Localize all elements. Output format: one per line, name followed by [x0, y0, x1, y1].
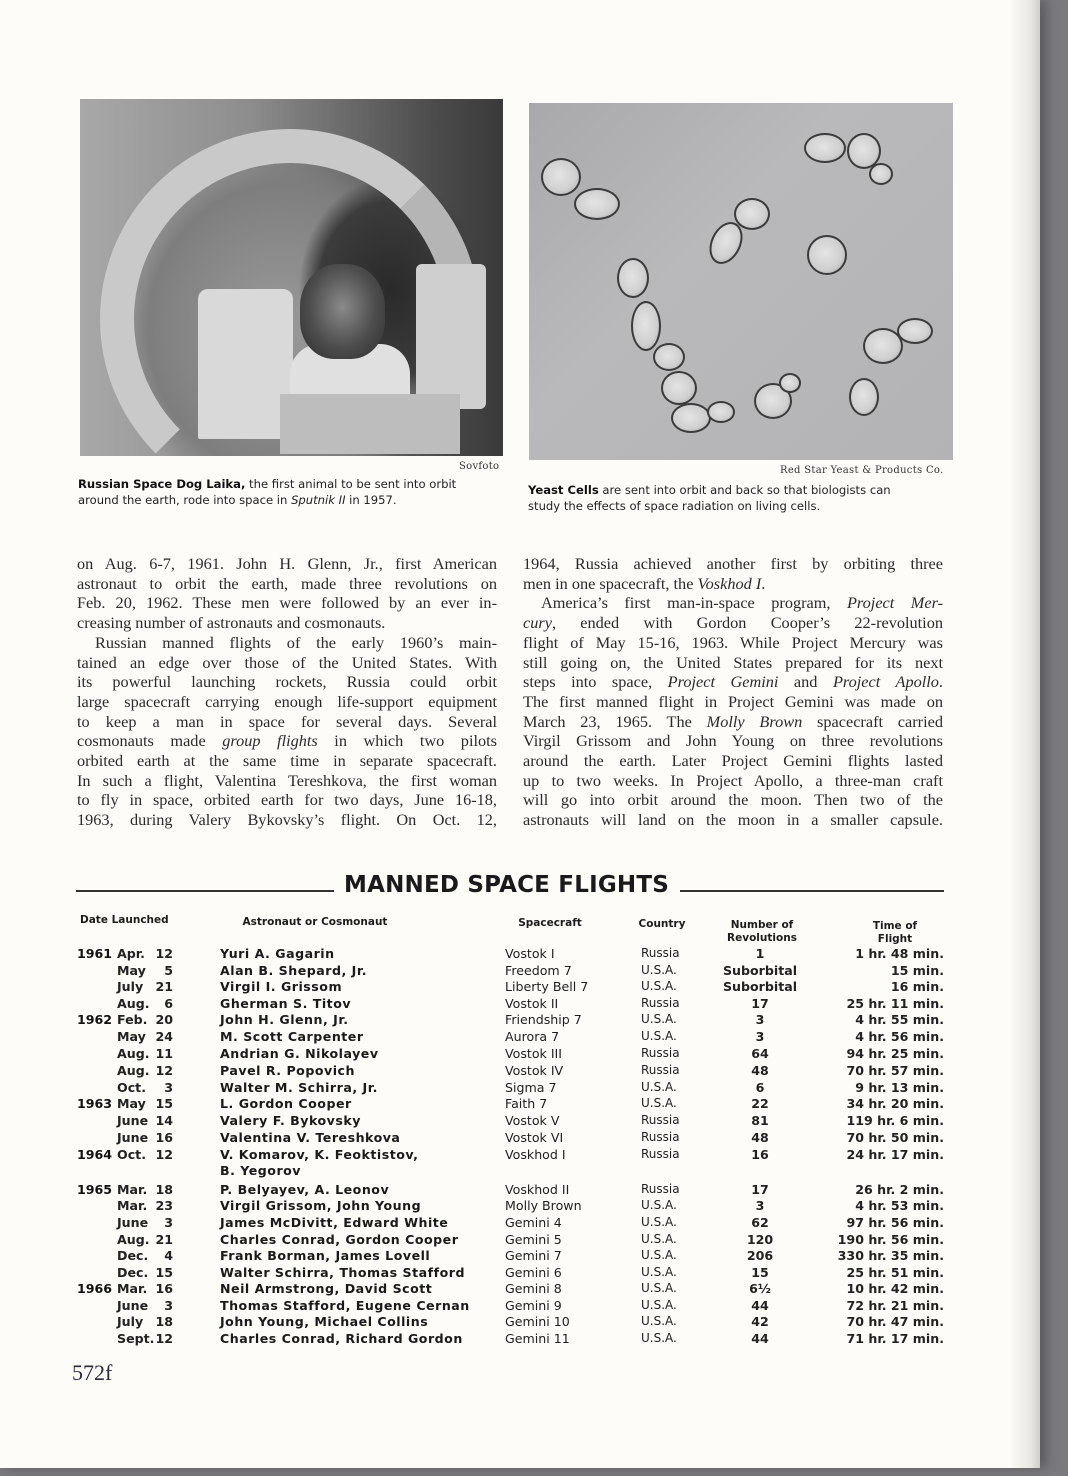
- cell-country: U.S.A.: [641, 1029, 677, 1043]
- table-row: [0, 1232, 1040, 1249]
- table-row: [0, 1046, 1040, 1063]
- cell-country: U.S.A.: [641, 1096, 677, 1110]
- cell-month: Apr.: [117, 946, 145, 961]
- cell-time-of-flight: 9 hr. 13 min.: [855, 1080, 944, 1095]
- cell-revolutions: 81: [751, 1113, 769, 1128]
- page-number: 572f: [72, 1360, 113, 1385]
- cell-astronaut: Valery F. Bykovsky: [220, 1113, 361, 1128]
- table-row: [0, 1130, 1040, 1147]
- cell-day: 24: [155, 1029, 173, 1044]
- cell-country: U.S.A.: [641, 1215, 677, 1229]
- header-country: Country: [638, 918, 686, 930]
- yeast-cell: [804, 133, 846, 163]
- cell-country: Russia: [641, 946, 680, 960]
- cell-country: Russia: [641, 996, 680, 1010]
- cell-astronaut: Frank Borman, James Lovell: [220, 1248, 431, 1263]
- cell-time-of-flight: 26 hr. 2 min.: [855, 1182, 944, 1197]
- yeast-cell: [661, 371, 697, 405]
- cell-day: 21: [155, 1232, 173, 1247]
- cell-revolutions: Suborbital: [722, 979, 798, 994]
- table-row: [0, 963, 1040, 980]
- cell-spacecraft: Vostok III: [505, 1046, 562, 1061]
- title-rule-left: [76, 890, 334, 892]
- cell-time-of-flight: 97 hr. 56 min.: [846, 1215, 944, 1230]
- cell-spacecraft: Faith 7: [505, 1096, 548, 1111]
- cell-astronaut: John Young, Michael Collins: [220, 1314, 429, 1329]
- cell-day: 15: [155, 1265, 173, 1280]
- cell-month: Oct.: [117, 1147, 146, 1162]
- cell-country: U.S.A.: [641, 979, 677, 993]
- laika-caption: Russian Space Dog Laika, the first animal to be sent into orbit around the earth, rode into space in Sputnik II in 1957.: [78, 477, 457, 507]
- table-row: [0, 1215, 1040, 1232]
- yeast-cell: [849, 378, 879, 416]
- cell-day: 12: [155, 1147, 173, 1162]
- cell-day: 16: [155, 1281, 173, 1296]
- table-row: [0, 1248, 1040, 1265]
- cell-astronaut: V. Komarov, K. Feoktistov,: [220, 1147, 419, 1162]
- cell-astronaut: Thomas Stafford, Eugene Cernan: [220, 1298, 470, 1313]
- header-date-launched: Date Launched: [80, 914, 169, 926]
- cell-time-of-flight: 16 min.: [890, 979, 944, 994]
- cell-revolutions: 15: [751, 1265, 769, 1280]
- table-row: [0, 1281, 1040, 1298]
- yeast-cell: [671, 403, 711, 433]
- cell-day: 3: [164, 1298, 173, 1313]
- cell-time-of-flight: 10 hr. 42 min.: [846, 1281, 944, 1296]
- cell-country: U.S.A.: [641, 1331, 677, 1345]
- cell-day: 16: [155, 1130, 173, 1145]
- cell-spacecraft: Gemini 4: [505, 1215, 562, 1230]
- cell-revolutions: 17: [751, 1182, 769, 1197]
- table-title: MANNED SPACE FLIGHTS: [344, 872, 670, 898]
- cell-revolutions: 16: [751, 1147, 769, 1162]
- cell-year: 1962: [77, 1012, 113, 1027]
- cell-astronaut: Andrian G. Nikolayev: [220, 1046, 379, 1061]
- table-row: [0, 1147, 1040, 1164]
- cell-revolutions: 3: [755, 1012, 765, 1027]
- cell-spacecraft: Aurora 7: [505, 1029, 560, 1044]
- cell-day: 5: [164, 963, 173, 978]
- cell-astronaut: Pavel R. Popovich: [220, 1063, 355, 1078]
- capsule-front: [280, 394, 460, 454]
- cell-astronaut: B. Yegorov: [220, 1163, 302, 1178]
- cell-time-of-flight: 94 hr. 25 min.: [846, 1046, 944, 1061]
- table-row: [0, 1113, 1040, 1130]
- cell-time-of-flight: 71 hr. 17 min.: [846, 1331, 944, 1346]
- table-row: [0, 1314, 1040, 1331]
- laika-caption-title: Russian Space Dog Laika,: [78, 477, 246, 491]
- table-row: [0, 946, 1040, 963]
- cell-spacecraft: Gemini 7: [505, 1248, 562, 1263]
- cell-revolutions: 62: [751, 1215, 769, 1230]
- cell-revolutions: 1: [755, 946, 765, 961]
- yeast-caption: Yeast Cells are sent into orbit and back so that biologists can study the effects of space radiation on living cells.: [528, 483, 891, 513]
- cell-spacecraft: Voskhod II: [505, 1182, 570, 1197]
- cell-spacecraft: Vostok I: [505, 946, 555, 961]
- cell-country: U.S.A.: [641, 1248, 677, 1262]
- cell-spacecraft: Gemini 6: [505, 1265, 562, 1280]
- cell-time-of-flight: 34 hr. 20 min.: [846, 1096, 944, 1111]
- table-row: [0, 1198, 1040, 1215]
- cell-time-of-flight: 15 min.: [890, 963, 944, 978]
- cell-day: 18: [155, 1314, 173, 1329]
- cell-astronaut: Yuri A. Gagarin: [220, 946, 335, 961]
- cell-time-of-flight: 119 hr. 6 min.: [846, 1113, 944, 1128]
- cell-month: Dec.: [117, 1248, 149, 1263]
- cell-revolutions: 206: [746, 1248, 774, 1263]
- cell-country: Russia: [641, 1113, 680, 1127]
- cell-astronaut: Virgil I. Grissom: [220, 979, 343, 994]
- cell-astronaut: James McDivitt, Edward White: [220, 1215, 449, 1230]
- cell-country: U.S.A.: [641, 1012, 677, 1026]
- cell-revolutions: 48: [751, 1063, 769, 1078]
- cell-revolutions: 6: [755, 1080, 765, 1095]
- cell-country: U.S.A.: [641, 963, 677, 977]
- cell-spacecraft: Gemini 10: [505, 1314, 570, 1329]
- cell-country: Russia: [641, 1046, 680, 1060]
- cell-month: Aug.: [117, 1063, 150, 1078]
- cell-month: June: [117, 1113, 149, 1128]
- cell-country: U.S.A.: [641, 1298, 677, 1312]
- cell-astronaut: P. Belyayev, A. Leonov: [220, 1182, 390, 1197]
- cell-country: U.S.A.: [641, 1265, 677, 1279]
- cell-astronaut: Neil Armstrong, David Scott: [220, 1281, 433, 1296]
- cell-country: Russia: [641, 1182, 680, 1196]
- cell-spacecraft: Gemini 11: [505, 1331, 570, 1346]
- table-row: [0, 996, 1040, 1013]
- capsule-panel-right: [416, 264, 486, 409]
- cell-month: June: [117, 1130, 149, 1145]
- cell-spacecraft: Gemini 8: [505, 1281, 562, 1296]
- yeast-cells-photo: [529, 103, 953, 460]
- cell-month: May: [117, 1096, 146, 1111]
- table-row: [0, 1029, 1040, 1046]
- cell-time-of-flight: 24 hr. 17 min.: [846, 1147, 944, 1162]
- cell-time-of-flight: 330 hr. 35 min.: [837, 1248, 944, 1263]
- cell-revolutions: 42: [751, 1314, 769, 1329]
- yeast-cell: [653, 343, 685, 371]
- cell-astronaut: Walter Schirra, Thomas Stafford: [220, 1265, 465, 1280]
- laika-photo: [80, 99, 503, 456]
- cell-month: Oct.: [117, 1080, 146, 1095]
- yeast-cell: [807, 235, 847, 275]
- paragraph: America’s first man-in-space program, Project Mer-: [541, 593, 944, 613]
- table-row: [0, 1331, 1040, 1348]
- cell-astronaut: M. Scott Carpenter: [220, 1029, 364, 1044]
- cell-astronaut: Virgil Grissom, John Young: [220, 1198, 422, 1213]
- cell-month: June: [117, 1215, 149, 1230]
- cell-revolutions: 22: [751, 1096, 769, 1111]
- table-row: [0, 1298, 1040, 1315]
- cell-month: Aug.: [117, 996, 150, 1011]
- cell-revolutions: 3: [755, 1029, 765, 1044]
- cell-time-of-flight: 1 hr. 48 min.: [855, 946, 944, 961]
- table-row: [0, 1163, 1040, 1180]
- cell-month: Feb.: [117, 1012, 148, 1027]
- cell-spacecraft: Vostok IV: [505, 1063, 564, 1078]
- yeast-cell: [869, 163, 893, 185]
- cell-month: Mar.: [117, 1198, 148, 1213]
- table-row: [0, 1182, 1040, 1199]
- yeast-cell: [541, 158, 581, 196]
- table-row: [0, 979, 1040, 996]
- cell-country: Russia: [641, 1147, 680, 1161]
- article-right-column: 1964, Russia achieved another first by orbiting three men in one spacecraft, the Voskhod I. America’s first man-in-space program, Project Mer- cury, ended with Gordon Cooper’s 22-revolution flight of May 15-16, 1963. While Project Mercury was still going on, the United States prepared for its next steps into space, Project Gemini and Project Apollo. The first manned flight in Project Gemini was made on March 23, 1965. The Molly Brown spacecraft carried Virgil Grissom and John Young on three revolutions around the earth. Later Project Gemini flights lasted up to two weeks. In Project Apollo, a three-man craft will go into orbit around the moon. Then two of the astronauts will land on the moon in a smaller capsule.: [523, 554, 944, 830]
- cell-revolutions: 6½: [749, 1281, 771, 1296]
- cell-revolutions: 44: [751, 1331, 769, 1346]
- cell-month: Dec.: [117, 1265, 149, 1280]
- cell-spacecraft: Vostok VI: [505, 1130, 564, 1145]
- cell-country: Russia: [641, 1063, 680, 1077]
- cell-day: 11: [155, 1046, 173, 1061]
- table-row: [0, 1080, 1040, 1097]
- cell-spacecraft: Voskhod I: [505, 1147, 566, 1162]
- cell-month: May: [117, 963, 146, 978]
- yeast-cell: [779, 373, 801, 393]
- cell-astronaut: Gherman S. Titov: [220, 996, 352, 1011]
- cell-spacecraft: Gemini 9: [505, 1298, 562, 1313]
- cell-day: 23: [155, 1198, 173, 1213]
- yeast-cell: [617, 258, 649, 298]
- paragraph: on Aug. 6-7, 1961. John H. Glenn, Jr., first American: [77, 554, 497, 573]
- cell-month: June: [117, 1298, 149, 1313]
- cell-revolutions: 64: [751, 1046, 769, 1061]
- cell-time-of-flight: 4 hr. 53 min.: [855, 1198, 944, 1213]
- cell-year: 1963: [77, 1096, 113, 1111]
- table-row: [0, 1063, 1040, 1080]
- article-left-column: on Aug. 6-7, 1961. John H. Glenn, Jr., first American astronaut to orbit the earth, made three revolutions on Feb. 20, 1962. These men were followed by an ever in- creasing number of astronauts and cosmonauts. Russian manned flights of the early 1960’s main- tained an edge over those of the United States. With its powerful launching rockets, Russia could orbit large spacecraft carrying enough life-support equipment to keep a man in space for several days. Several cosmonauts made group flights in which two pilots orbited earth at the same time in separate spacecraft. In such a flight, Valentina Tereshkova, the first woman to fly in space, orbited earth for two days, June 16-18, 1963, during Valery Bykovsky’s flight. On Oct. 12,: [77, 554, 497, 830]
- cell-month: Aug.: [117, 1046, 150, 1061]
- yeast-cell: [897, 318, 933, 344]
- cell-spacecraft: Gemini 5: [505, 1232, 562, 1247]
- header-spacecraft: Spacecraft: [518, 917, 582, 929]
- cell-spacecraft: Vostok V: [505, 1113, 560, 1128]
- cell-month: July: [117, 1314, 144, 1329]
- dog-head: [300, 264, 385, 359]
- cell-time-of-flight: 4 hr. 56 min.: [855, 1029, 944, 1044]
- cell-astronaut: John H. Glenn, Jr.: [220, 1012, 349, 1027]
- cell-year: 1964: [77, 1147, 113, 1162]
- table-title-row: [76, 872, 944, 906]
- cell-year: 1966: [77, 1281, 113, 1296]
- cell-time-of-flight: 72 hr. 21 min.: [846, 1298, 944, 1313]
- yeast-photo-credit: Red Star Yeast & Products Co.: [780, 465, 944, 476]
- cell-spacecraft: Sigma 7: [505, 1080, 557, 1095]
- cell-month: Mar.: [117, 1182, 148, 1197]
- cell-time-of-flight: 190 hr. 56 min.: [837, 1232, 944, 1247]
- cell-spacecraft: Liberty Bell 7: [505, 979, 589, 994]
- cell-day: 12: [155, 1063, 173, 1078]
- yeast-caption-title: Yeast Cells: [528, 483, 599, 497]
- cell-day: 12: [155, 946, 173, 961]
- cell-day: 12: [155, 1331, 173, 1346]
- yeast-cell: [574, 188, 620, 220]
- cell-revolutions: 17: [751, 996, 769, 1011]
- cell-astronaut: Alan B. Shepard, Jr.: [220, 963, 368, 978]
- cell-time-of-flight: 25 hr. 11 min.: [846, 996, 944, 1011]
- cell-revolutions: 3: [755, 1198, 765, 1213]
- header-time-of-flight: Time of Flight: [872, 920, 918, 945]
- cell-time-of-flight: 70 hr. 57 min.: [846, 1063, 944, 1078]
- yeast-cell: [707, 401, 735, 423]
- cell-astronaut: Valentina V. Tereshkova: [220, 1130, 401, 1145]
- cell-country: Russia: [641, 1130, 680, 1144]
- cell-astronaut: Charles Conrad, Gordon Cooper: [220, 1232, 459, 1247]
- cell-day: 15: [155, 1096, 173, 1111]
- cell-day: 18: [155, 1182, 173, 1197]
- cell-year: 1961: [77, 946, 113, 961]
- cell-day: 21: [155, 979, 173, 994]
- yeast-cell: [631, 301, 661, 351]
- cell-country: U.S.A.: [641, 1314, 677, 1328]
- cell-day: 4: [164, 1248, 173, 1263]
- cell-month: May: [117, 1029, 146, 1044]
- cell-time-of-flight: 70 hr. 47 min.: [846, 1314, 944, 1329]
- cell-day: 3: [164, 1215, 173, 1230]
- cell-country: U.S.A.: [641, 1232, 677, 1246]
- cell-year: 1965: [77, 1182, 113, 1197]
- cell-astronaut: L. Gordon Cooper: [220, 1096, 352, 1111]
- cell-month: Sept.: [117, 1331, 155, 1346]
- cell-day: 14: [155, 1113, 173, 1128]
- laika-photo-credit: Sovfoto: [459, 461, 500, 472]
- cell-astronaut: Walter M. Schirra, Jr.: [220, 1080, 378, 1095]
- cell-revolutions: 48: [751, 1130, 769, 1145]
- cell-day: 20: [155, 1012, 173, 1027]
- cell-spacecraft: Friendship 7: [505, 1012, 582, 1027]
- cell-spacecraft: Vostok II: [505, 996, 559, 1011]
- table-row: [0, 1012, 1040, 1029]
- cell-time-of-flight: 25 hr. 51 min.: [846, 1265, 944, 1280]
- cell-country: U.S.A.: [641, 1281, 677, 1295]
- cell-country: U.S.A.: [641, 1080, 677, 1094]
- cell-month: July: [117, 979, 144, 994]
- table-row: [0, 1096, 1040, 1113]
- cell-time-of-flight: 4 hr. 55 min.: [855, 1012, 944, 1027]
- cell-time-of-flight: 70 hr. 50 min.: [846, 1130, 944, 1145]
- paragraph: Russian manned flights of the early 1960’s main-: [95, 632, 497, 652]
- title-rule-right: [680, 890, 944, 892]
- cell-revolutions: 44: [751, 1298, 769, 1313]
- header-astronaut: Astronaut or Cosmonaut: [242, 916, 388, 928]
- cell-country: U.S.A.: [641, 1198, 677, 1212]
- header-revolutions: Number of Revolutions: [727, 919, 797, 944]
- cell-day: 6: [164, 996, 173, 1011]
- cell-revolutions: 120: [746, 1232, 774, 1247]
- cell-month: Mar.: [117, 1281, 148, 1296]
- table-row: [0, 1265, 1040, 1282]
- cell-month: Aug.: [117, 1232, 150, 1247]
- cell-spacecraft: Freedom 7: [505, 963, 572, 978]
- cell-astronaut: Charles Conrad, Richard Gordon: [220, 1331, 463, 1346]
- cell-revolutions: Suborbital: [722, 963, 798, 978]
- cell-day: 3: [164, 1080, 173, 1095]
- capsule-panel-left: [198, 289, 293, 439]
- cell-spacecraft: Molly Brown: [505, 1198, 582, 1213]
